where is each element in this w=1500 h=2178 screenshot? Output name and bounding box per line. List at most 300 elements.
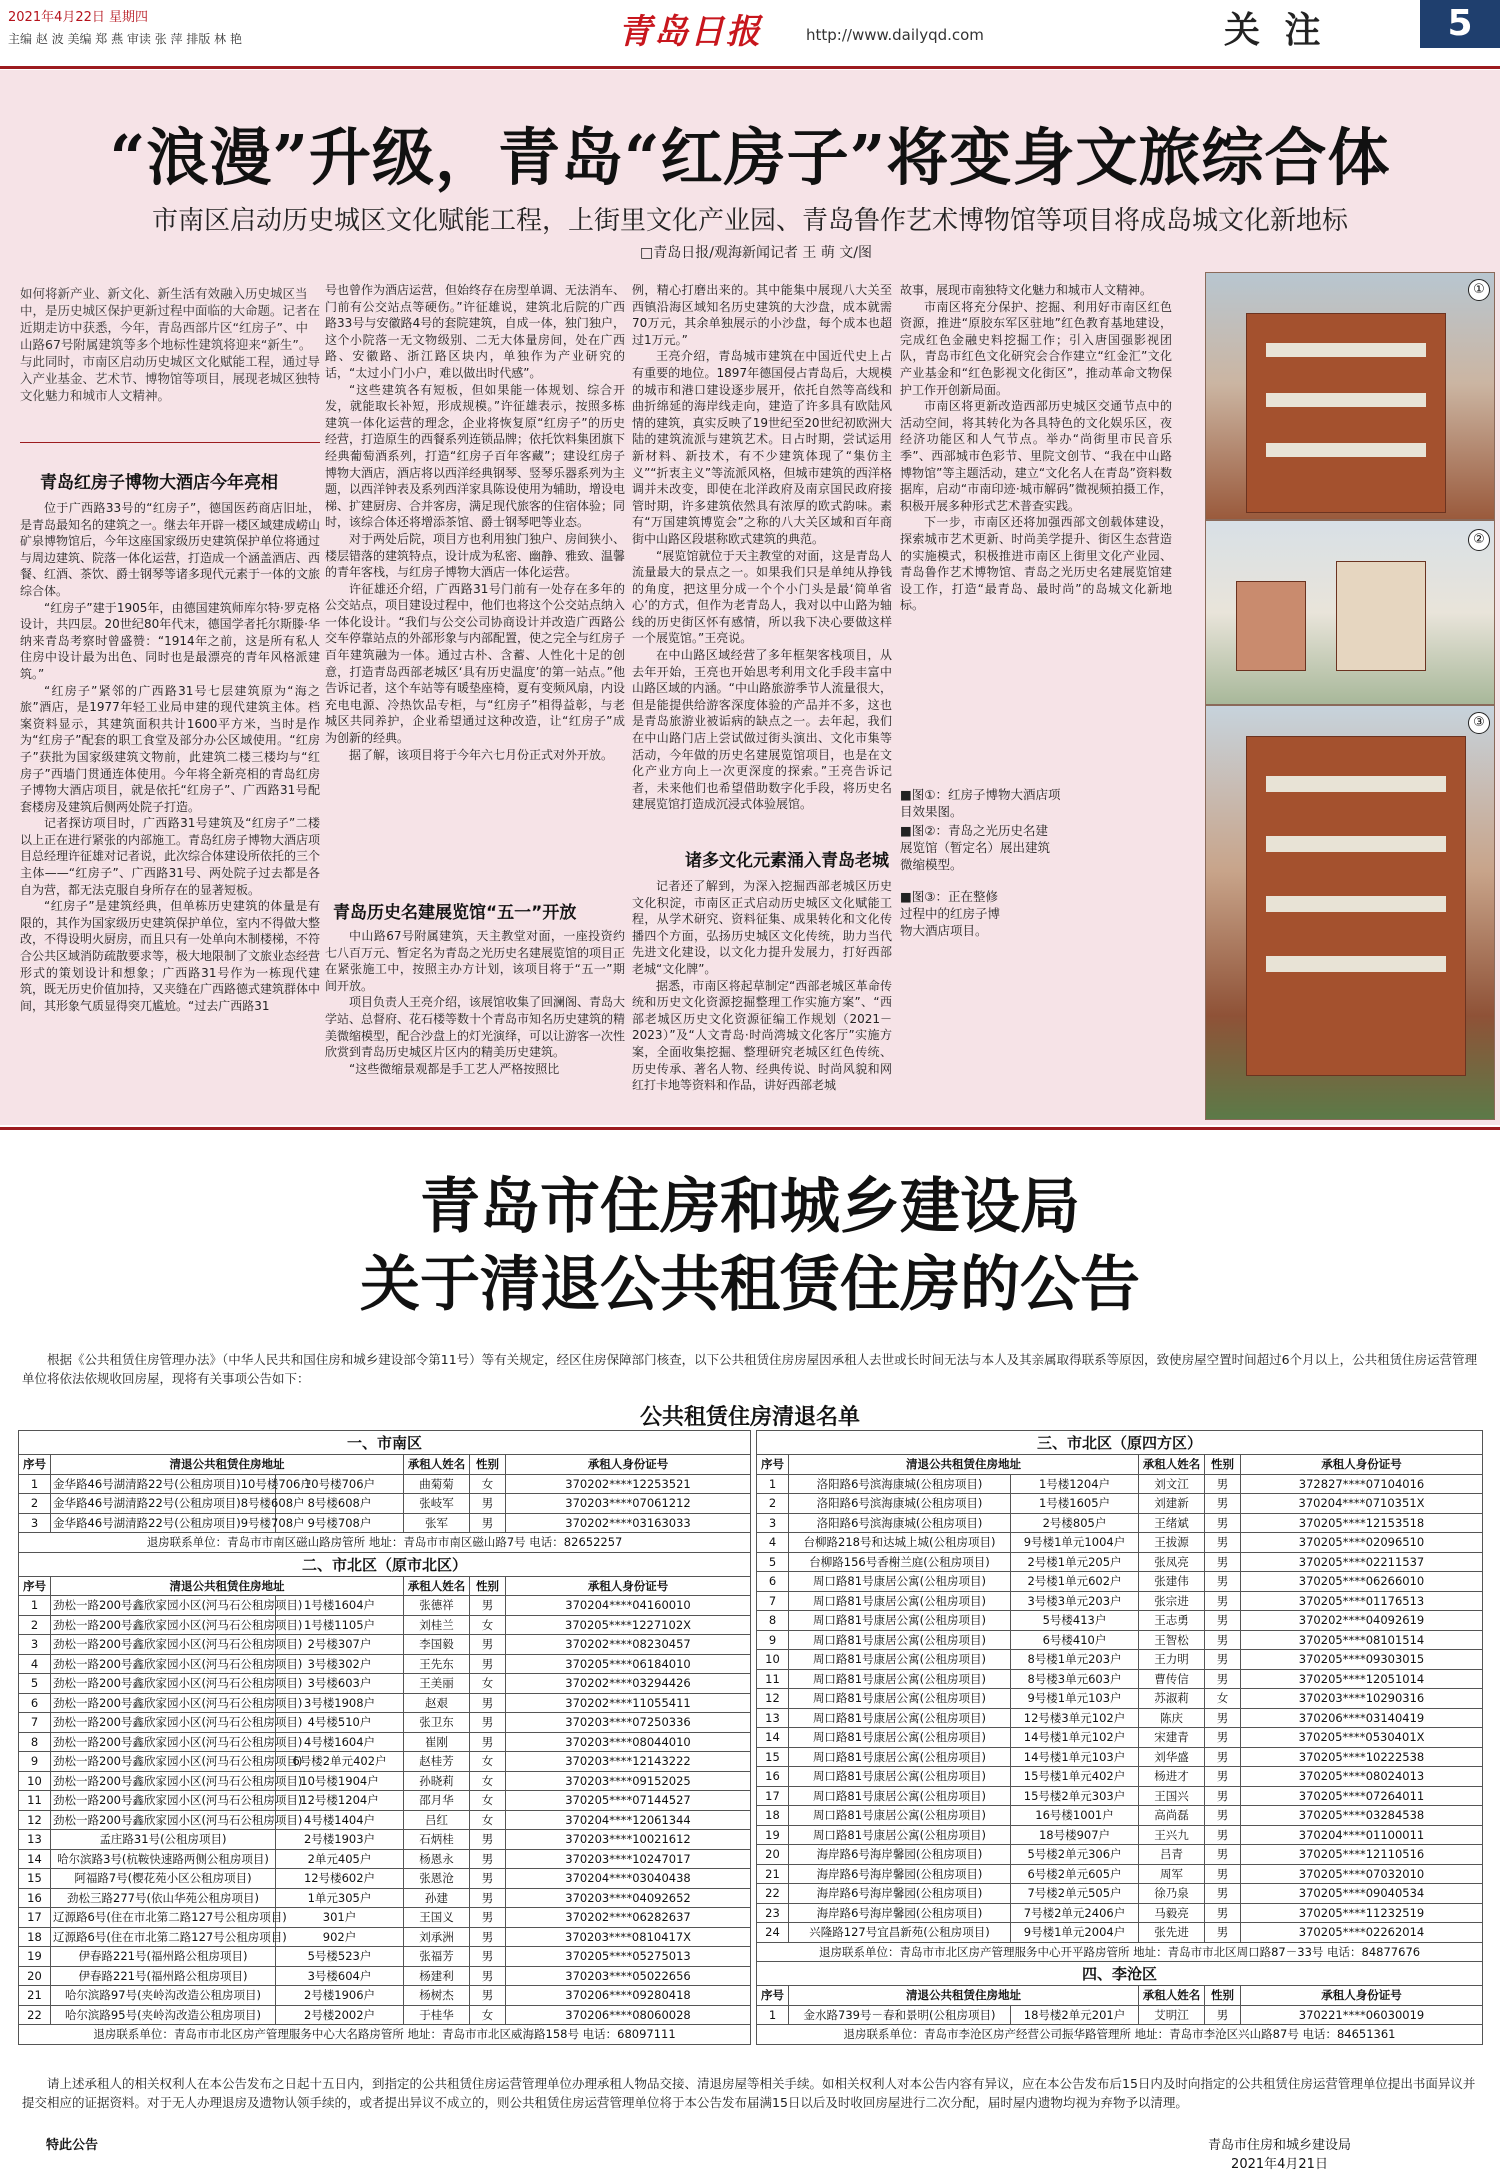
table-cell: 370205****02096510 xyxy=(1241,1533,1483,1553)
table-cell: 金华路46号湖清路22号(公租房项目)8号楼608户 xyxy=(51,1494,276,1514)
table-cell: 男 xyxy=(470,1596,506,1616)
table-cell: 370221****06030019 xyxy=(1241,2005,1483,2025)
table-cell: 邵月华 xyxy=(404,1791,470,1811)
table-cell: 7号楼2单元2406户 xyxy=(1011,1903,1139,1923)
table-cell: 9 xyxy=(19,1752,51,1772)
table-cell: 刘文江 xyxy=(1139,1474,1205,1494)
table-row xyxy=(19,1494,751,1514)
table-cell: 男 xyxy=(1205,1767,1241,1787)
table-cell: 370204****12061344 xyxy=(506,1810,751,1830)
column-header: 清退公共租赁住房地址 xyxy=(789,1455,1139,1475)
paragraph: 在中山路区域经营了多年框架客栈项目，从去年开始，王亮也开始思考利用文化手段丰富中山路区域的内涵。“中山路旅游季节人流量很大，但是能提供给游客深度体验的产品并不多，这也是青岛旅游业被诟病的缺点之一。去年起，我们在中山路门店上尝试做过街头演出、文化市集等活动，今年做的历史名建展览馆项目，也是在文化产业方向上一次更深度的探索。”王亮告诉记者，未来他们也希望借助数字化手段，将历史名建展览馆打造成沉浸式体验展馆。 xyxy=(632,648,892,812)
table-cell: 16 xyxy=(19,1888,51,1908)
table-cell: 4 xyxy=(757,1533,789,1553)
table-row xyxy=(19,1927,751,1947)
table-cell: 3号楼603户 xyxy=(276,1674,404,1694)
article-column-1 xyxy=(20,500,320,1118)
table-cell: 杨建利 xyxy=(404,1966,470,1986)
table-cell: 370202****11055411 xyxy=(506,1693,751,1713)
table-row xyxy=(757,1864,1483,1884)
table-cell: 8号楼1单元203户 xyxy=(1011,1650,1139,1670)
table-cell: 6号楼410户 xyxy=(1011,1630,1139,1650)
model-shape xyxy=(1236,581,1306,671)
column-header: 承租人身份证号 xyxy=(506,1576,751,1596)
table-row xyxy=(757,1767,1483,1787)
table-cell: 1号楼1204户 xyxy=(1011,1474,1139,1494)
table-cell: 刘承洲 xyxy=(404,1927,470,1947)
table-cell: 9号楼1单元103户 xyxy=(1011,1689,1139,1709)
column-header: 清退公共租赁住房地址 xyxy=(51,1576,404,1596)
table-cell: 370205****02211537 xyxy=(1241,1552,1483,1572)
table-cell: 伊春路221号(福州路公租房项目) xyxy=(51,1947,276,1967)
table-cell: 王力明 xyxy=(1139,1650,1205,1670)
table-cell: 台柳路218号和达城上城(公租房项目) xyxy=(789,1533,1011,1553)
table-row xyxy=(19,1888,751,1908)
table-row xyxy=(19,1771,751,1791)
table-cell: 1 xyxy=(757,1474,789,1494)
table-cell: 3号楼604户 xyxy=(276,1966,404,1986)
table-cell: 周口路81号康居公寓(公租房项目) xyxy=(789,1611,1011,1631)
table-cell: 10 xyxy=(757,1650,789,1670)
special-notice: 特此公告 xyxy=(46,2138,99,2153)
table-cell: 5号楼413户 xyxy=(1011,1611,1139,1631)
table-cell: 2 xyxy=(757,1494,789,1514)
table-cell: 男 xyxy=(1205,1728,1241,1748)
table-cell: 金水路739号－春和景明(公租房项目) xyxy=(789,2005,1011,2025)
table-cell: 劲松一路200号鑫欣家园小区(河马石公租房项目) xyxy=(51,1635,276,1655)
table-cell: 男 xyxy=(470,1693,506,1713)
header-rule xyxy=(0,66,1500,69)
table-right xyxy=(756,1430,1483,2045)
table-cell: 劲松一路200号鑫欣家园小区(河马石公租房项目) xyxy=(51,1791,276,1811)
photo-number-2: ② xyxy=(1468,529,1490,551)
table-row xyxy=(757,1923,1483,1943)
table-cell: 女 xyxy=(470,1474,506,1494)
table-cell: 7号楼2单元505户 xyxy=(1011,1884,1139,1904)
table-cell: 男 xyxy=(470,1888,506,1908)
table-cell: 370202****06282637 xyxy=(506,1908,751,1928)
window-row xyxy=(1266,836,1446,852)
paragraph: 项目负责人王亮介绍，该展馆收集了回澜阁、青岛大学站、总督府、花石楼等数十个青岛市知名历史建筑的精美微缩模型，配合沙盘上的灯光演绎，可以让游客一次性欣赏到青岛历史城区片区内的精美历史建筑。 xyxy=(325,995,626,1060)
paragraph: 号也曾作为酒店运营，但始终存在房型单调、无法消车、门前有公交站点等硬伤。”许征雄说，建筑北后院的广西路33号与安徽路4号的套院建筑，自成一体，独门独户，这个小院落一无文物级别、二无大体量房间，处在广西路、安徽路、浙江路区块内，单独作为产业研究的话，“太过小门小户，难以做出时代感”。 xyxy=(325,283,626,380)
lead-paragraph: 如何将新产业、新文化、新生活有效融入历史城区当中，是历史城区保护更新过程中面临的大命题。记者在近期走访中获悉，今年，青岛西部片区“红房子”、中山路67号附属建筑等多个地标性建筑将迎来“新生”。与此同时，市南区启动历史城区文化赋能工程，通过导入产业基金、艺术节、博物馆等项目，展现老城区独特文化魅力和城市人文精神。 xyxy=(20,286,321,403)
table-cell: 8 xyxy=(757,1611,789,1631)
column-header: 承租人姓名 xyxy=(1139,1986,1205,2006)
column-header: 性别 xyxy=(1205,1986,1241,2006)
table-cell: 5号楼2单元306户 xyxy=(1011,1845,1139,1865)
table-cell: 370205****12110516 xyxy=(1241,1845,1483,1865)
table-cell: 男 xyxy=(1205,1884,1241,1904)
table-cell: 女 xyxy=(470,1752,506,1772)
table-cell: 杨恩永 xyxy=(404,1849,470,1869)
table-cell: 12号楼1204户 xyxy=(276,1791,404,1811)
table-cell: 18号楼907户 xyxy=(1011,1825,1139,1845)
table-cell: 370205****09040534 xyxy=(1241,1884,1483,1904)
table-row xyxy=(757,1747,1483,1767)
table-cell: 9号楼1单元2004户 xyxy=(1011,1923,1139,1943)
paragraph: 许征雄还介绍，广西路31号门前有一处存在多年的公交站点，项目建设过程中，他们也将这个公交站点纳入一体化设计。“我们与公交公司协商设计并改造广西路公交车停靠站点的外部形象与内部配置，使之完全与红房子百年建筑融为一体。通过古朴、含蓄、人性化十足的创意，打造青岛西部老城区‘具有历史温度’的第一站点。”他告诉记者，这个车站等有暖垫座椅，夏有变频风扇，内设充电电源、冷热饮品专柜，与“红房子”相得益彰，与老城区共同养护，企业希望通过这种改造，让“红房子”成为创新的经典。 xyxy=(325,581,626,746)
table-cell: 张军 xyxy=(404,1513,470,1533)
table-row xyxy=(757,1689,1483,1709)
table-cell: 370202****03163033 xyxy=(506,1513,751,1533)
table-cell: 370203****10290316 xyxy=(1241,1689,1483,1709)
table-row xyxy=(19,1635,751,1655)
table-cell: 男 xyxy=(470,1966,506,1986)
table-cell: 14号楼1单元103户 xyxy=(1011,1747,1139,1767)
table-cell: 男 xyxy=(1205,1552,1241,1572)
table-cell: 台柳路156号香榭兰庭(公租房项目) xyxy=(789,1552,1011,1572)
website-url[interactable]: http://www.dailyqd.com xyxy=(806,26,984,44)
table-cell: 902户 xyxy=(276,1927,404,1947)
paragraph: “红房子”是建筑经典，但单栋历史建筑的体量是有限的，其作为国家级历史建筑保护单位，室内不得做大整改，不得设明火厨房，而且只有一处单向木制楼梯，不符合公共区域消防疏散要求等，极大地限制了文旅业态经营形式的策划设计和想象；广西路31号作为一栋现代建筑，既无历史价值加持，又夹缝在广西路德式建筑群体中间，其形象气质显得突兀尴尬。“过去广西路31 xyxy=(20,899,321,1013)
table-cell: 王美丽 xyxy=(404,1674,470,1694)
table-cell: 劲松一路200号鑫欣家园小区(河马石公租房项目) xyxy=(51,1693,276,1713)
table-row xyxy=(757,1611,1483,1631)
window-row xyxy=(1266,896,1446,912)
table-cell: 吕青 xyxy=(1139,1845,1205,1865)
table-cell: 3 xyxy=(19,1635,51,1655)
table-cell: 22 xyxy=(19,2005,51,2025)
table-cell: 370205****03284538 xyxy=(1241,1806,1483,1826)
paragraph: “红房子”建于1905年，由德国建筑师库尔特·罗克格设计，共四层。20世纪80年代末，德国学者托尔斯滕·华纳来青岛考察时曾盛赞：“1914年之前，这是所有私人住房中设计最为出色、同时也是最漂亮的青年风格派建筑。” xyxy=(20,600,320,681)
table-cell: 370203****07061212 xyxy=(506,1494,751,1514)
table-cell: 370205****08101514 xyxy=(1241,1630,1483,1650)
table-cell: 哈尔滨路95号(夹岭沟改造公租房项目) xyxy=(51,2005,276,2025)
table-cell: 王国兴 xyxy=(1139,1786,1205,1806)
table-row xyxy=(757,2005,1483,2025)
table-cell: 杨树杰 xyxy=(404,1986,470,2006)
table-cell: 8号楼3单元603户 xyxy=(1011,1669,1139,1689)
table-cell: 2单元405户 xyxy=(276,1849,404,1869)
table-cell: 男 xyxy=(1205,1669,1241,1689)
column-header: 序号 xyxy=(757,1455,789,1475)
table-cell: 18 xyxy=(757,1806,789,1826)
table-cell: 12号楼602户 xyxy=(276,1869,404,1889)
page-number: 5 xyxy=(1420,0,1500,48)
table-cell: 女 xyxy=(470,1674,506,1694)
subhead-1: 青岛红房子博物大酒店今年亮相 xyxy=(40,473,278,493)
paragraph: 位于广西路33号的“红房子”，德国医药商店旧址，是青岛最知名的建筑之一。继去年开辟一楼区域建成崂山矿泉博物馆后，今年这座国家级历史建筑保护单位将通过与周边建筑、院落一体化运营，打造成一个涵盖酒店、西餐、红酒、茶饮、爵士钢琴等诸多现代元素于一体的文旅综合体。 xyxy=(20,501,321,598)
table-cell: 男 xyxy=(1205,1825,1241,1845)
table-cell: 370205****06184010 xyxy=(506,1654,751,1674)
table-cell: 370203****10021612 xyxy=(506,1830,751,1850)
table-cell: 370206****03140419 xyxy=(1241,1708,1483,1728)
table-cell: 2号楼1单元205户 xyxy=(1011,1552,1139,1572)
table-cell: 李国毅 xyxy=(404,1635,470,1655)
table-cell: 3号楼302户 xyxy=(276,1654,404,1674)
table-cell: 赵桂芳 xyxy=(404,1752,470,1772)
table-cell: 哈尔滨路3号(杭鞍快速路两侧公租房项目) xyxy=(51,1849,276,1869)
contact-row xyxy=(19,1533,751,1553)
table-cell: 16号楼1001户 xyxy=(1011,1806,1139,1826)
table-cell: 370205****11232519 xyxy=(1241,1903,1483,1923)
section-heading-row xyxy=(19,1431,751,1455)
table-cell: 5 xyxy=(19,1674,51,1694)
table-cell: 孙晓莉 xyxy=(404,1771,470,1791)
table-cell: 370205****07032010 xyxy=(1241,1864,1483,1884)
photo-architecture-models xyxy=(1205,520,1495,705)
table-cell: 6号楼2单元402户 xyxy=(276,1752,404,1772)
lead-divider xyxy=(20,442,320,443)
section-heading-row xyxy=(19,1552,751,1576)
table-cell: 370203****07250336 xyxy=(506,1713,751,1733)
table-cell: 徐乃泉 xyxy=(1139,1884,1205,1904)
table-cell: 男 xyxy=(470,1830,506,1850)
table-cell: 370204****0710351X xyxy=(1241,1494,1483,1514)
table-cell: 苏淑莉 xyxy=(1139,1689,1205,1709)
signature xyxy=(1208,2134,1351,2172)
table-cell: 王志勇 xyxy=(1139,1611,1205,1631)
table-cell: 22 xyxy=(757,1884,789,1904)
article-column-3 xyxy=(632,282,892,828)
table-row xyxy=(19,1732,751,1752)
section-heading: 四、李沧区 xyxy=(757,1962,1483,1986)
table-cell: 哈尔滨路97号(夹岭沟改造公租房项目) xyxy=(51,1986,276,2006)
model-shape xyxy=(1336,561,1426,671)
table-cell: 劲松一路200号鑫欣家园小区(河马石公租房项目) xyxy=(51,1732,276,1752)
contact-info: 退房联系单位：青岛市市北区房产管理服务中心开平路房管所 地址：青岛市市北区周口路87－33号 电话：84877676 xyxy=(757,1942,1483,1962)
table-cell: 男 xyxy=(470,1869,506,1889)
table-cell: 女 xyxy=(470,1810,506,1830)
table-cell: 张恩沧 xyxy=(404,1869,470,1889)
table-cell: 海岸路6号海岸馨园(公租房项目) xyxy=(789,1903,1011,1923)
table-cell: 石炳桂 xyxy=(404,1830,470,1850)
table-cell: 18号楼2单元201户 xyxy=(1011,2005,1139,2025)
table-cell: 4号楼1604户 xyxy=(276,1732,404,1752)
table-cell: 周口路81号康居公寓(公租房项目) xyxy=(789,1572,1011,1592)
table-cell: 周口路81号康居公寓(公租房项目) xyxy=(789,1708,1011,1728)
article-column-2b xyxy=(325,928,625,1118)
table-cell: 15 xyxy=(757,1747,789,1767)
signature-date: 2021年4月21日 xyxy=(1231,2157,1328,2172)
table-cell: 1号楼1105户 xyxy=(276,1615,404,1635)
table-cell: 1 xyxy=(19,1596,51,1616)
table-cell: 张卫东 xyxy=(404,1713,470,1733)
contact-info: 退房联系单位：青岛市李沧区房产经营公司振华路管理所 地址：青岛市李沧区兴山路87号 电话：84651361 xyxy=(757,2025,1483,2045)
table-cell: 男 xyxy=(1205,1864,1241,1884)
table-cell: 9号楼1单元1004户 xyxy=(1011,1533,1139,1553)
table-cell: 男 xyxy=(1205,1650,1241,1670)
table-cell: 女 xyxy=(470,2005,506,2025)
table-cell: 刘华盛 xyxy=(1139,1747,1205,1767)
paragraph: 记者还了解到，为深入挖掘西部老城区历史文化积淀，市南区正式启动历史城区文化赋能工程，从学术研究、资料征集、成果转化和文化传播四个方面，弘扬历史城区文化传统，助力当代先进文化建设，以文化力提升发展力，打好西部老城“文化牌”。 xyxy=(632,879,892,976)
table-cell: 4 xyxy=(19,1654,51,1674)
table-cell: 9号楼708户 xyxy=(276,1513,404,1533)
subhead-3: 诸多文化元素涌入青岛老城 xyxy=(685,851,889,871)
table-cell: 张福芳 xyxy=(404,1947,470,1967)
table-cell: 370203****10247017 xyxy=(506,1849,751,1869)
table-row xyxy=(757,1474,1483,1494)
table-cell: 12号楼3单元102户 xyxy=(1011,1708,1139,1728)
table-cell: 男 xyxy=(1205,1708,1241,1728)
table-cell: 周口路81号康居公寓(公租房项目) xyxy=(789,1630,1011,1650)
table-row xyxy=(757,1845,1483,1865)
table-cell: 孙建 xyxy=(404,1888,470,1908)
table-cell: 3 xyxy=(757,1513,789,1533)
table-cell: 兴隆路127号宜昌新苑(公租房项目) xyxy=(789,1923,1011,1943)
table-cell: 劲松一路200号鑫欣家园小区(河马石公租房项目) xyxy=(51,1654,276,1674)
table-cell: 女 xyxy=(470,1771,506,1791)
table-cell: 2号楼805户 xyxy=(1011,1513,1139,1533)
paragraph: 记者探访项目时，广西路31号建筑及“红房子”二楼以上正在进行紧张的内部施工。青岛红房子博物大酒店项目总经理许征雄对记者说，此次综合体建设所依托的三个主体——“红房子”、广西路31号、两处院子过去都是各自为营，都无法克服自身所存在的显著短板。 xyxy=(20,816,321,897)
table-cell: 女 xyxy=(1205,1689,1241,1709)
paragraph: 据悉，市南区将起草制定“西部老城区革命传统和历史文化资源挖掘整理工作实施方案”、“西部老城区历史文化资源征编工作规划（2021－2023）”及“人文青岛·时尚湾城文化客厅”实施方案，全面收集挖掘、整理研究老城区红色传统、历史传承、著名人物、经典传说、时尚风貌和网红打卡地等资料和作品，讲好西部老城 xyxy=(632,978,892,1093)
table-cell: 370205****07264011 xyxy=(1241,1786,1483,1806)
window-row xyxy=(1266,443,1426,457)
table-cell: 男 xyxy=(1205,1923,1241,1943)
table-cell: 阿福路7号(樱花苑小区公租房项目) xyxy=(51,1869,276,1889)
article-column-2 xyxy=(325,282,625,882)
table-cell: 2号楼2002户 xyxy=(276,2005,404,2025)
table-cell: 宋建青 xyxy=(1139,1728,1205,1748)
table-cell: 20 xyxy=(19,1966,51,1986)
table-cell: 男 xyxy=(1205,1845,1241,1865)
table-left xyxy=(18,1430,751,2045)
table-cell: 男 xyxy=(470,1635,506,1655)
table-cell: 周口路81号康居公寓(公租房项目) xyxy=(789,1689,1011,1709)
table-cell: 周口路81号康居公寓(公租房项目) xyxy=(789,1786,1011,1806)
table-cell: 5号楼523户 xyxy=(276,1947,404,1967)
paragraph: 例，精心打磨出来的。其中能集中展现八大关至西镇沿海区域知名历史建筑的大沙盘，成本就需70万元，其余单独展示的小沙盘，每个成本也超过1万元。” xyxy=(632,283,892,347)
column-header: 承租人身份证号 xyxy=(1241,1455,1483,1475)
paragraph: 中山路67号附属建筑，天主教堂对面，一座投资约七八百万元、暂定名为青岛之光历史名建展览馆的项目正在紧张施工中，按照主办方计划，该项目将于“五一”期间开放。 xyxy=(325,929,626,993)
column-header: 承租人身份证号 xyxy=(1241,1986,1483,2006)
table-cell: 海岸路6号海岸馨园(公租房项目) xyxy=(789,1864,1011,1884)
column-header: 清退公共租赁住房地址 xyxy=(789,1986,1139,2006)
table-cell: 劲松一路200号鑫欣家园小区(河马石公租房项目) xyxy=(51,1596,276,1616)
table-cell: 2 xyxy=(19,1494,51,1514)
column-header: 序号 xyxy=(19,1455,51,1475)
table-cell: 5 xyxy=(757,1552,789,1572)
table-cell: 海岸路6号海岸馨园(公租房项目) xyxy=(789,1884,1011,1904)
table-cell: 3 xyxy=(19,1513,51,1533)
table-cell: 男 xyxy=(1205,2005,1241,2025)
table-header-row xyxy=(757,1986,1483,2006)
table-row xyxy=(19,2005,751,2025)
contact-info: 退房联系单位：青岛市市南区磁山路房管所 地址：青岛市市南区磁山路7号 电话：82652257 xyxy=(19,1533,751,1553)
table-cell: 14 xyxy=(757,1728,789,1748)
table-cell: 周口路81号康居公寓(公租房项目) xyxy=(789,1728,1011,1748)
table-row xyxy=(19,1986,751,2006)
table-cell: 马毅亮 xyxy=(1139,1903,1205,1923)
column-header: 性别 xyxy=(470,1576,506,1596)
table-cell: 9 xyxy=(757,1630,789,1650)
column-header: 承租人身份证号 xyxy=(506,1455,751,1475)
table-cell: 370205****09303015 xyxy=(1241,1650,1483,1670)
paragraph: 下一步，市南区还将加强西部文创载体建设，探索城市艺术更新、时尚美学提升、街区生态营造的实施模式，积极推进市南区上街里文化产业园、青岛鲁作艺术博物馆、青岛之光历史名建展览馆建设工作，打造“最青岛、最时尚”的岛城文化新地标。 xyxy=(900,515,1172,613)
window-row xyxy=(1266,776,1446,792)
subheadline: 市南区启动历史城区文化赋能工程，上街里文化产业园、青岛鲁作艺术博物馆等项目将成岛城文化新地标 xyxy=(151,206,1348,236)
table-cell: 艾明江 xyxy=(1139,2005,1205,2025)
photo-caption-1: ■图①：红房子博物大酒店项目效果图。 xyxy=(900,787,1061,819)
table-cell: 370205****10222538 xyxy=(1241,1747,1483,1767)
window-row xyxy=(1266,956,1446,972)
paragraph: 据了解，该项目将于今年六七月份正式对外开放。 xyxy=(349,747,614,762)
table-cell: 杨进才 xyxy=(1139,1767,1205,1787)
paragraph: 市南区将充分保护、挖掘、利用好市南区红色资源，推进“原胶东军区驻地”红色教育基地建设，完成红色金融史料挖掘工作；引入唐国强影视团队，青岛市红色文化研究会合作建立“红金汇”文化产业基金和“红色影视文化街区”，推动革命文物保护工作开创新局面。 xyxy=(900,299,1172,397)
section-heading: 三、市北区（原四方区） xyxy=(757,1431,1483,1455)
table-cell: 男 xyxy=(1205,1786,1241,1806)
section-heading-row xyxy=(757,1962,1483,1986)
table-cell: 陈庆 xyxy=(1139,1708,1205,1728)
table-cell: 16 xyxy=(757,1767,789,1787)
notice-title-line2: 关于清退公共租赁住房的公告 xyxy=(360,1250,1140,1320)
table-cell: 1 xyxy=(757,2005,789,2025)
column-header: 序号 xyxy=(757,1986,789,2006)
table-cell: 张建伟 xyxy=(1139,1572,1205,1592)
table-cell: 3号楼1908户 xyxy=(276,1693,404,1713)
table-cell: 洛阳路6号滨海康城(公租房项目) xyxy=(789,1474,1011,1494)
table-cell: 10号楼706户 xyxy=(276,1474,404,1494)
photo-red-house-rendering xyxy=(1205,272,1495,520)
table-cell: 王兴九 xyxy=(1139,1825,1205,1845)
table-row xyxy=(19,1713,751,1733)
column-header: 性别 xyxy=(470,1455,506,1475)
table-cell: 19 xyxy=(757,1825,789,1845)
table-cell: 370205****12051014 xyxy=(1241,1669,1483,1689)
table-cell: 370205****06266010 xyxy=(1241,1572,1483,1592)
table-cell: 周口路81号康居公寓(公租房项目) xyxy=(789,1767,1011,1787)
table-cell: 12 xyxy=(757,1689,789,1709)
table-cell: 崔刚 xyxy=(404,1732,470,1752)
table-cell: 王先东 xyxy=(404,1654,470,1674)
table-cell: 13 xyxy=(19,1830,51,1850)
table-cell: 370204****01100011 xyxy=(1241,1825,1483,1845)
table-cell: 370206****09280418 xyxy=(506,1986,751,2006)
newspaper-logo: 青岛日报 xyxy=(618,12,762,52)
table-cell: 张宗进 xyxy=(1139,1591,1205,1611)
column-header: 序号 xyxy=(19,1576,51,1596)
table-cell: 吕红 xyxy=(404,1810,470,1830)
table-cell: 15 xyxy=(19,1869,51,1889)
paragraph: “这些微缩景观都是手工艺人严格按照比 xyxy=(349,1061,560,1076)
table-cell: 王国义 xyxy=(404,1908,470,1928)
photo-number-3: ③ xyxy=(1468,712,1490,734)
table-cell: 23 xyxy=(757,1903,789,1923)
table-cell: 2 xyxy=(19,1615,51,1635)
table-cell: 6 xyxy=(19,1693,51,1713)
list-title: 公共租赁住房清退名单 xyxy=(639,1405,860,1430)
table-cell: 370203****0810417X xyxy=(506,1927,751,1947)
table-row xyxy=(19,1810,751,1830)
table-cell: 1单元305户 xyxy=(276,1888,404,1908)
table-cell: 周口路81号康居公寓(公租房项目) xyxy=(789,1669,1011,1689)
paragraph: 王亮介绍，青岛城市建筑在中国近代史上占有重要的地位。1897年德国侵占青岛后，大规模的城市和港口建设逐步展开，依托自然等高线和曲折绵延的海岸线走向，建造了许多具有欧陆风情的建筑，真实反映了19世纪至20世纪初欧洲大陆的建筑流派与建筑艺术。日占时期，尝试运用新材料、新技术，有不少建筑体现了“集仿主义”“折衷主义”等流派风格，但城市建筑的西洋格调并未改变，即使在北洋政府及南京国民政府接管时期，许多建筑依然具有浓厚的欧式韵味。素有“万国建筑博览会”之称的八大关区域和百年商街中山路区段堪称欧式建筑的典范。 xyxy=(632,349,892,546)
table-cell: 男 xyxy=(470,1654,506,1674)
table-cell: 曲菊菊 xyxy=(404,1474,470,1494)
table-cell: 4号楼510户 xyxy=(276,1713,404,1733)
column-header: 承租人姓名 xyxy=(1139,1455,1205,1475)
column-header: 承租人姓名 xyxy=(404,1455,470,1475)
table-cell: 370202****04092619 xyxy=(1241,1611,1483,1631)
table-cell: 男 xyxy=(1205,1806,1241,1826)
table-cell: 男 xyxy=(1205,1747,1241,1767)
paragraph: 故事，展现市南独特文化魅力和城市人文精神。 xyxy=(900,283,1153,297)
table-cell: 王绪斌 xyxy=(1139,1513,1205,1533)
table-row xyxy=(19,1947,751,1967)
table-cell: 劲松一路200号鑫欣家园小区(河马石公租房项目) xyxy=(51,1771,276,1791)
contact-row xyxy=(19,2025,751,2045)
table-cell: 2号楼1单元602户 xyxy=(1011,1572,1139,1592)
table-cell: 370202****08230457 xyxy=(506,1635,751,1655)
table-cell: 370205****08024013 xyxy=(1241,1767,1483,1787)
table-cell: 辽源路6号(住在市北第二路127号公租房项目) xyxy=(51,1908,276,1928)
table-cell: 王拔源 xyxy=(1139,1533,1205,1553)
table-cell: 12 xyxy=(19,1810,51,1830)
column-header: 承租人姓名 xyxy=(404,1576,470,1596)
table-cell: 女 xyxy=(470,1791,506,1811)
table-cell: 周军 xyxy=(1139,1864,1205,1884)
